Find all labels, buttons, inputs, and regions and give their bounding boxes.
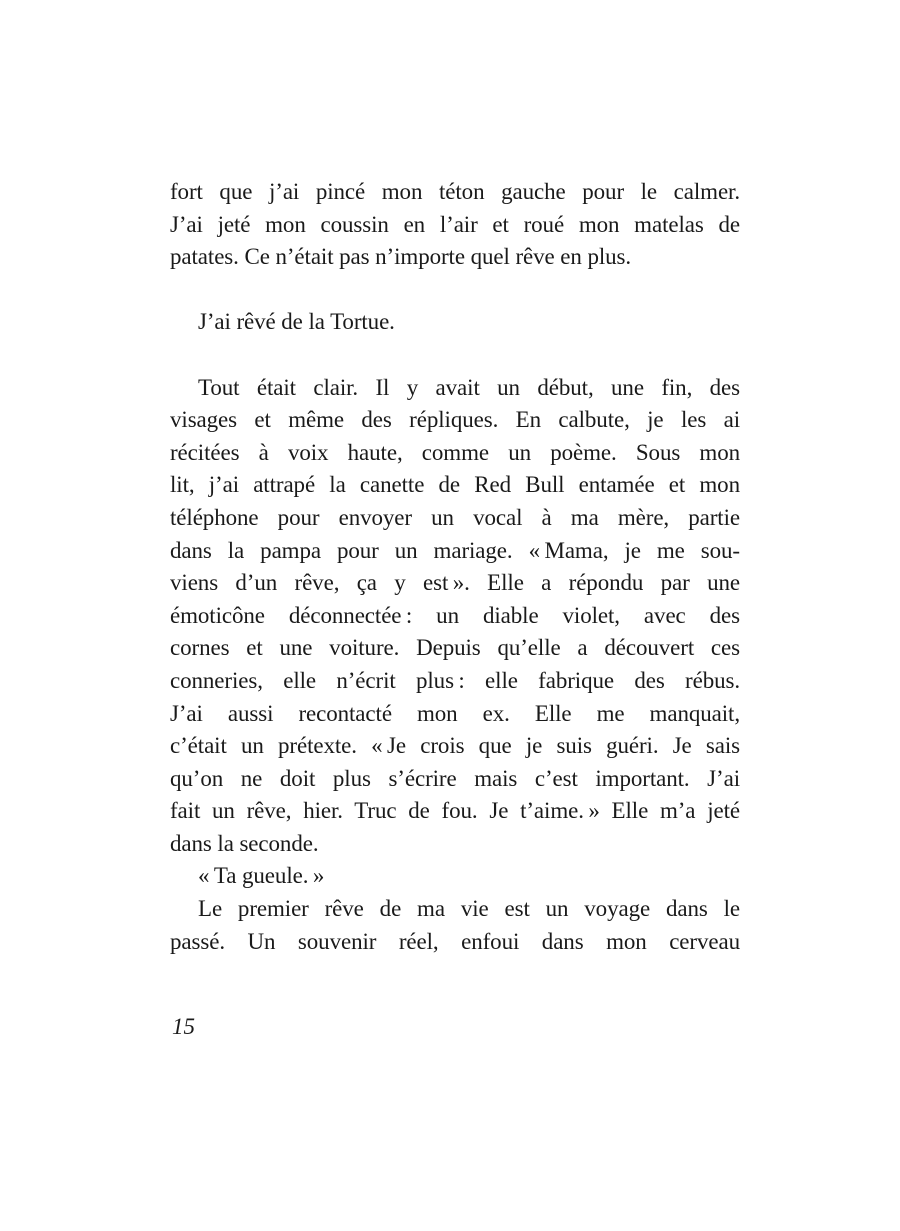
text-line: c’était un prétexte. « Je crois que je suis guéri. Je sais — [170, 733, 740, 759]
text-line: lit, j’ai attrapé la canette de Red Bull entamée et mon — [170, 472, 740, 498]
text-line: dans la seconde. — [170, 830, 319, 856]
text-line: émoticône déconnectée : un diable violet, avec des — [170, 602, 740, 628]
text-line: J’ai aussi recontacté mon ex. Elle me manquait, — [170, 700, 740, 726]
text-line: Tout était clair. Il y avait un début, une fin, des — [198, 374, 740, 400]
text-line: dans la pampa pour un mariage. « Mama, je me sou- — [170, 537, 740, 563]
text-line: « Ta gueule. » — [198, 863, 325, 889]
text-line: visages et même des répliques. En calbute, je les ai — [170, 407, 740, 433]
text-line: qu’on ne doit plus s’écrire mais c’est important. J’ai — [170, 765, 740, 791]
text-line: récitées à voix haute, comme un poème. Sous mon — [170, 439, 740, 465]
text-line: J’ai jeté mon coussin en l’air et roué mon matelas de — [170, 211, 740, 237]
text-line: J’ai rêvé de la Tortue. — [198, 309, 395, 335]
page-text — [170, 176, 740, 958]
text-line: fait un rêve, hier. Truc de fou. Je t’aime. » Elle m’a jeté — [170, 798, 740, 824]
text-line: fort que j’ai pincé mon téton gauche pour le calmer. — [170, 179, 740, 204]
text-line: viens d’un rêve, ça y est ». Elle a répondu par une — [170, 570, 740, 596]
text-line: passé. Un souvenir réel, enfoui dans mon cerveau — [170, 928, 740, 954]
text-line: téléphone pour envoyer un vocal à ma mère, partie — [170, 504, 740, 530]
text-line: cornes et une voiture. Depuis qu’elle a découvert ces — [170, 635, 740, 661]
text-line: Le premier rêve de ma vie est un voyage dans le — [198, 896, 740, 922]
text-line: patates. Ce n’était pas n’importe quel rêve en plus. — [170, 244, 632, 270]
text-line: conneries, elle n’écrit plus : elle fabrique des rébus. — [170, 667, 740, 693]
page-number: 15 — [172, 1014, 195, 1039]
